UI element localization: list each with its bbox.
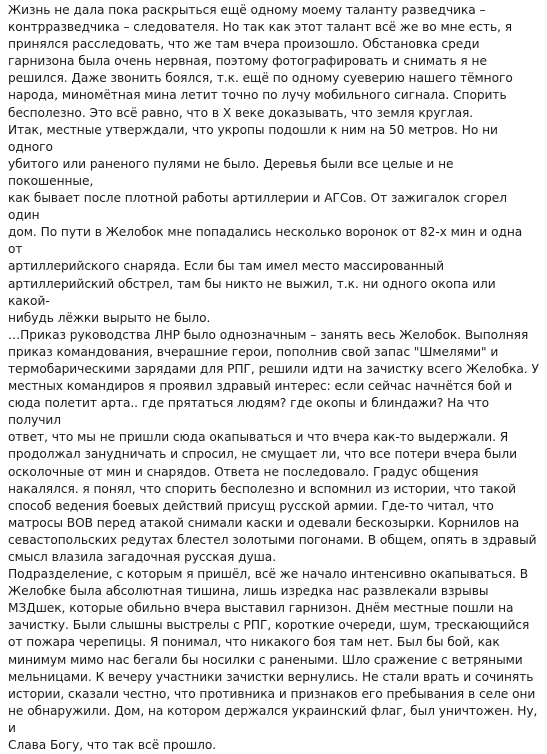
paragraph-4: Подразделение, с которым я пришёл, всё же начало интенсивно окапываться. В Желобке была абсолютная тишина, лишь изредка нас развлекали взрывы МЗДшек, которые обильно вчера выставил гарнизон. Днём местные пошли на зачистку. Были слышны выстрелы с РПГ, короткие очереди, шум, трескающийся от пожара черепицы. Я понимал, что никакого боя там нет. Был бы бой, как минимум мимо нас бегали бы носилки с ранеными. Шло сражение с ветряными мельницами. К вечеру участники зачистки вернулись. Не стали врать и сочинять истории, сказали честно, что противника и признаков его пребывания в селе они не обнаружили. Дом, на котором держался украинский флаг, был уничтожен. Ну, и Слава Богу, что так всё прошло.: [8, 567, 538, 753]
paragraph-1: Жизнь не дала пока раскрыться ещё одному моему таланту разведчика – контрразведчика – следователя. Но так как этот талант всё же во мне есть, я принялся расследовать, что же там вчера произошло. Обстановка среди гарнизона была очень нервная, поэтому фотографировать и снимать я не решился. Даже звонить боялся, т.к. ещё по одному суеверию нашего тёмного народа, миномётная мина летит точно по лучу мобильного сигнала. Спорить бесполезно. Это всё равно, что в Х веке доказывать, что земля круглая.: [8, 3, 513, 120]
paragraph-2: Итак, местные утверждали, что укропы подошли к ним на 50 метров. Но ни одного убитого или раненого пулями не было. Деревья были все целые и не покошенные, как бывает после плотной работы артиллерии и АГСов. От зажигалок сгорел один дом. По пути в Желобок мне попадались несколько воронок от 82-х мин и одна от артиллерийского снаряда. Если бы там имел место массированный артиллерийский обстрел, там бы никто не выжил, т.к. ни одного окопа или какой- нибудь лёжки вырыто не было.: [8, 122, 523, 325]
paragraph-3: …Приказ руководства ЛНР было однозначным – занять весь Желобок. Выполняя приказ командования, вчерашние герои, пополнив свой запас "Шмелями" и термобарическими зарядами для РПГ, решили идти на зачистку всего Желобка. У местных командиров я проявил здравый интерес: если сейчас начнётся бой и сюда полетит арта.. где прятаться людям? где окопы и блиндажи? На что получил ответ, что мы не пришли сюда окапываться и что вчера как-то выдержали. Я продолжал занудничать и спросил, не смущает ли, что все потери вчера были осколочные от мин и снарядов. Ответа не последовало. Градус общения накалялся. я понял, что спорить бесполезно и вспомнил из истории, что такой способ ведения боевых действий присущ русской армии. Где-то читал, что матросы ВОВ перед атакой снимали каски и одевали бескозырки. Корнилов на севастопольских редутах блестел золотыми погонами. В общем, опять в здравый смысл влазила загадочная русская душа.: [8, 327, 539, 564]
